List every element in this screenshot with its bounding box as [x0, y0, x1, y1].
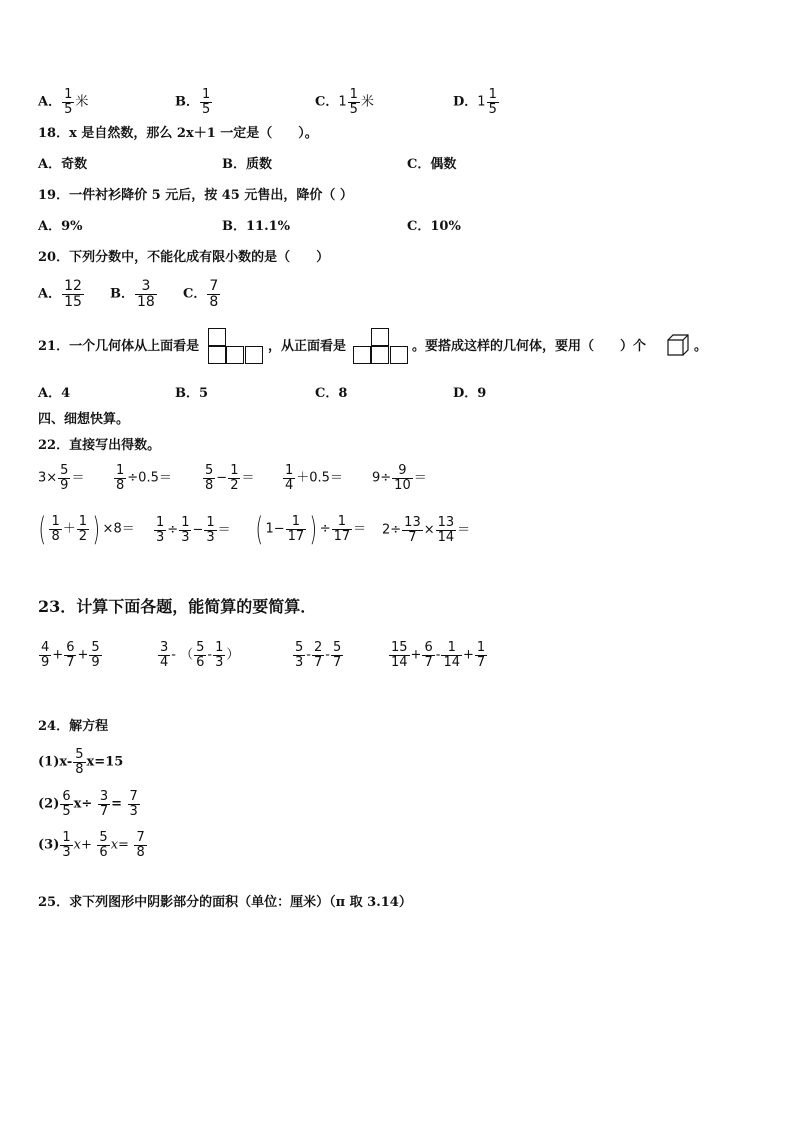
q20-option-a: A． $\frac{12}{15}$: [38, 278, 82, 310]
q19-option-a: A．9%: [38, 219, 83, 234]
q17-option-d: D．1 $\frac{1}{5}$: [453, 87, 497, 117]
q23-expr-4: $\frac{15}{14}$ + $\frac{6}{7}$ - $\frac{1}{14}$ + $\frac{1}{7}$: [391, 640, 486, 670]
q22-expr-1: 3× $\frac{5}{9}$ ＝: [38, 463, 85, 493]
q22-expr-5: 9÷ $\frac{9}{10}$ ＝: [372, 463, 427, 493]
q21-option-c: C．8: [315, 386, 348, 401]
q24-equation-2: (2) $\frac{6}{5}$ x÷ $\frac{3}{7}$ = $\frac{7}{3}$: [38, 789, 138, 819]
q17-option-c: C．1 $\frac{1}{5}$ 米: [315, 87, 374, 117]
q22-expr-9: 2÷ $\frac{13}{7}$ × $\frac{13}{14}$ ＝: [382, 515, 471, 545]
q20-text: 20．下列分数中，不能化成有限小数的是（ ）: [38, 250, 330, 265]
q18-option-a: A．奇数: [38, 157, 88, 172]
q21-option-a: A．4: [38, 386, 71, 401]
q21-option-d: D．9: [453, 386, 487, 401]
q18-text: 18．x 是自然数，那么 2x＋1 一定是（ ）。: [38, 126, 318, 141]
q18-option-c: C．偶数: [407, 157, 457, 172]
q21-option-b: B．5: [175, 386, 209, 401]
q19-option-c: C．10%: [407, 219, 461, 234]
q23-expr-3: $\frac{5}{3}$ - $\frac{2}{7}$ - $\frac{5}{7}$: [295, 640, 342, 670]
section-heading: 四、细想快算。: [38, 412, 130, 427]
q19-option-b: B．11.1%: [222, 219, 291, 234]
q22-title: 22．直接写出得数。: [38, 438, 161, 453]
q24-title: 24．解方程: [38, 719, 109, 734]
q22-expr-4: $\frac{1}{4}$ ＋0.5＝: [285, 463, 343, 493]
q22-expr-7: $\frac{1}{3}$ ÷ $\frac{1}{3}$ − $\frac{1}{3}$ ＝: [156, 515, 231, 545]
q17-option-a: A． $\frac{1}{5}$ 米: [38, 87, 89, 117]
q21-text-1: 21．一个几何体从上面看是: [38, 339, 200, 354]
q20-option-c: C． $\frac{7}{8}$: [183, 278, 219, 310]
q24-equation-1: (1)x- $\frac{5}{8}$ x=15: [38, 747, 124, 777]
q22-expr-2: $\frac{1}{8}$ ÷0.5＝: [116, 463, 172, 493]
q21-text-3: 。要搭成这样的几何体，要用（ ）个: [412, 339, 647, 354]
q20-option-b: B． $\frac{3}{18}$: [110, 278, 155, 310]
q22-expr-3: $\frac{5}{8}$ − $\frac{1}{2}$ ＝: [205, 463, 255, 493]
q23-expr-1: $\frac{4}{9}$ + $\frac{6}{7}$ + $\frac{5}{9}$: [41, 640, 100, 670]
q21-text-4: 。: [694, 339, 708, 354]
q22-expr-6: ( $\frac{1}{8}$ ＋ $\frac{1}{2}$ ) ×8＝: [38, 510, 135, 548]
q21-text-2: ，从正面看是: [268, 339, 347, 354]
q24-equation-3: (3) $\frac{1}{3}$ x+ $\frac{5}{6}$ x= $\frac{7}{8}$: [38, 830, 145, 860]
q23-expr-2: $\frac{3}{4}$ - （ $\frac{5}{6}$ - $\frac{1}{3}$ ）: [160, 640, 240, 670]
front-view-figure: [353, 328, 411, 366]
q22-expr-8: ( 1− $\frac{1}{17}$ ) ÷ $\frac{1}{17}$ ＝: [255, 510, 367, 548]
q17-option-b: B． $\frac{1}{5}$: [175, 87, 211, 117]
q19-text: 19．一件衬衫降价 5 元后，按 45 元售出，降价（ ）: [38, 188, 353, 203]
q18-option-b: B．质数: [222, 157, 272, 172]
q25-text: 25．求下列图形中阴影部分的面积（单位：厘米）（π 取 3.14）: [38, 895, 412, 910]
cube-icon: [666, 333, 692, 357]
top-view-figure: [208, 328, 266, 366]
q23-title: 23．计算下面各题，能简算的要简算．: [38, 597, 317, 616]
